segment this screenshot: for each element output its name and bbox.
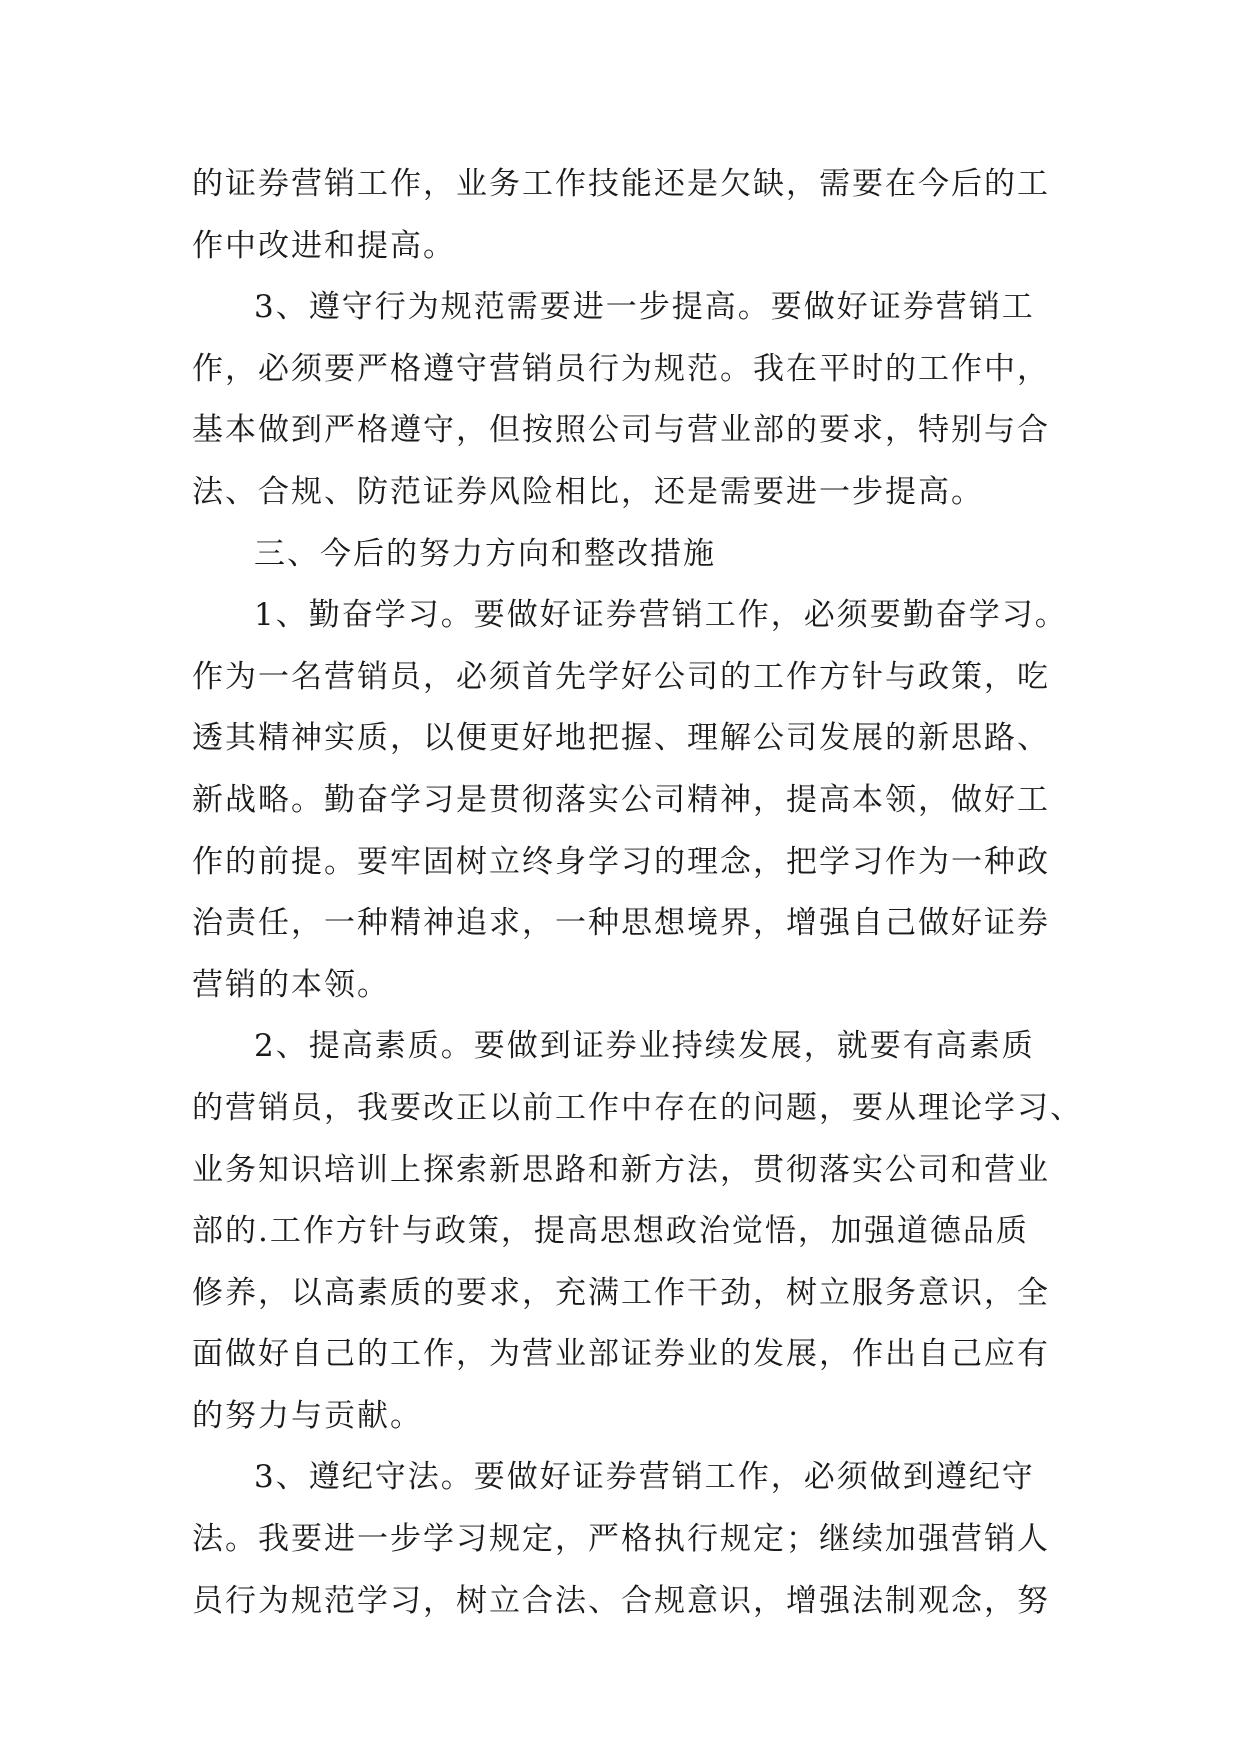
text-line: 员行为规范学习，树立合法、合规意识，增强法制观念，努: [192, 1582, 1050, 1619]
text-line: 新战略。勤奋学习是贯彻落实公司精神，提高本领，做好工: [192, 781, 1050, 818]
text-line: 部的.工作方针与政策，提高思想政治觉悟，加强道德品质: [192, 1213, 1029, 1250]
text-line: 透其精神实质，以便更好地把握、理解公司发展的新思路、: [192, 720, 1050, 757]
text-line: 治责任，一种精神追求，一种思想境界，增强自己做好证券: [192, 905, 1050, 942]
text-line: 作，必须要严格遵守营销员行为规范。我在平时的工作中，: [192, 350, 1050, 387]
text-line: 基本做到严格遵守，但按照公司与营业部的要求，特别与合: [192, 412, 1050, 449]
text-line: 修养，以高素质的要求，充满工作干劲，树立服务意识，全: [192, 1274, 1050, 1311]
text-line: 3、遵纪守法。要做好证券营销工作，必须做到遵纪守: [254, 1459, 1035, 1496]
text-line: 法。我要进一步学习规定，严格执行规定；继续加强营销人: [192, 1521, 1050, 1558]
text-line: 的营销员，我要改正以前工作中存在的问题，要从理论学习、: [192, 1089, 1083, 1126]
text-line: 业务知识培训上探索新思路和新方法，贯彻落实公司和营业: [192, 1151, 1050, 1188]
text-line: 营销的本领。: [192, 966, 390, 1003]
text-line: 作的前提。要牢固树立终身学习的理念，把学习作为一种政: [192, 843, 1050, 880]
text-line: 2、提高素质。要做到证券业持续发展，就要有高素质: [254, 1028, 1035, 1065]
text-line: 三、今后的努力方向和整改措施: [254, 535, 716, 572]
text-line: 面做好自己的工作，为营业部证券业的发展，作出自己应有: [192, 1336, 1050, 1373]
text-line: 作为一名营销员，必须首先学好公司的工作方针与政策，吃: [192, 658, 1050, 695]
document-body: [192, 154, 1083, 1632]
text-line: 3、遵守行为规范需要进一步提高。要做好证券营销工: [254, 289, 1035, 326]
text-line: 的努力与贡献。: [192, 1397, 423, 1434]
text-line: 作中改进和提高。: [192, 227, 456, 264]
text-line: 的证券营销工作，业务工作技能还是欠缺，需要在今后的工: [192, 166, 1050, 202]
text-line: 1、勤奋学习。要做好证券营销工作，必须要勤奋学习。: [254, 597, 1068, 634]
text-line: 法、合规、防范证券风险相比，还是需要进一步提高。: [192, 473, 984, 510]
